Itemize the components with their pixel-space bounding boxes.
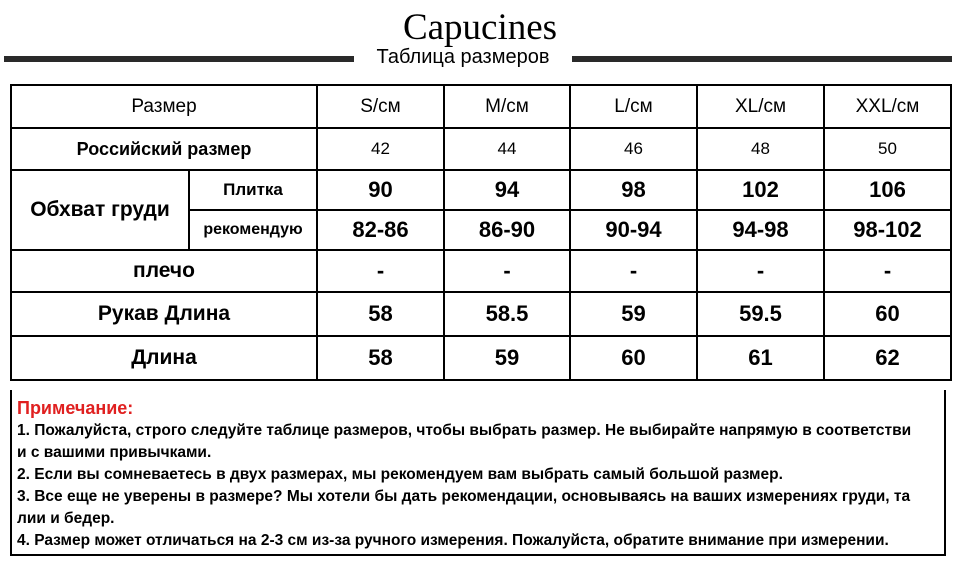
- table-row: [11, 85, 951, 128]
- recommend-value-cell: 86-90: [444, 210, 570, 250]
- size-header-cell: L/см: [570, 85, 697, 128]
- subtitle-row: [0, 46, 960, 68]
- table-row: [11, 128, 951, 170]
- length-value-cell: 59: [444, 336, 570, 380]
- size-header-cell: S/см: [317, 85, 444, 128]
- divider-right: [572, 56, 952, 62]
- flat-value-cell: 106: [824, 170, 951, 210]
- note-line: 4. Размер может отличаться на 2-3 см из-за ручного измерения. Пожалуйста, обратите внимание при измерении.: [17, 532, 889, 549]
- length-value-cell: 61: [697, 336, 824, 380]
- sleeve-value-cell: 59.5: [697, 292, 824, 336]
- divider-left: [4, 56, 354, 62]
- note-line: 2. Если вы сомневаетесь в двух размерах, мы рекомендуем вам выбрать самый большой размер.: [17, 466, 783, 483]
- length-value-cell: 62: [824, 336, 951, 380]
- size-header-label: Размер: [11, 85, 317, 128]
- note-line: и с вашими привычками.: [17, 444, 212, 461]
- page-subtitle: Таблица размеров: [376, 46, 550, 68]
- size-header-cell: M/см: [444, 85, 570, 128]
- shoulder-label: плечо: [11, 250, 317, 292]
- russian-size-cell: 42: [317, 128, 444, 170]
- note-line: 1. Пожалуйста, строго следуйте таблице размеров, чтобы выбрать размер. Не выбирайте напрямую в соответстви: [17, 422, 912, 439]
- note-line: лии и бедер.: [17, 510, 115, 527]
- sleeve-value-cell: 58.5: [444, 292, 570, 336]
- size-header-cell: XXL/см: [824, 85, 951, 128]
- russian-size-label: Российский размер: [11, 128, 317, 170]
- chest-label: Обхват груди: [11, 170, 189, 250]
- recommend-value-cell: 90-94: [570, 210, 697, 250]
- note-line: 3. Все еще не уверены в размере? Мы хотели бы дать рекомендации, основываясь на ваших измерениях груди, та: [17, 488, 911, 505]
- recommend-value-cell: 98-102: [824, 210, 951, 250]
- size-table: [10, 84, 952, 381]
- table-row: [11, 250, 951, 292]
- shoulder-value-cell: -: [697, 250, 824, 292]
- size-header-cell: XL/см: [697, 85, 824, 128]
- notes-box: [10, 390, 946, 556]
- recommend-value-cell: 94-98: [697, 210, 824, 250]
- length-label: Длина: [11, 336, 317, 380]
- shoulder-value-cell: -: [317, 250, 444, 292]
- sleeve-value-cell: 60: [824, 292, 951, 336]
- russian-size-cell: 46: [570, 128, 697, 170]
- length-value-cell: 60: [570, 336, 697, 380]
- table-row: [11, 336, 951, 380]
- shoulder-value-cell: -: [570, 250, 697, 292]
- brand-title: Capucines: [402, 7, 558, 48]
- shoulder-value-cell: -: [824, 250, 951, 292]
- notes-title: Примечание:: [17, 398, 134, 418]
- sleeve-label: Рукав Длина: [11, 292, 317, 336]
- flat-value-cell: 94: [444, 170, 570, 210]
- table-row: [11, 170, 951, 210]
- recommend-value-cell: 82-86: [317, 210, 444, 250]
- sleeve-value-cell: 59: [570, 292, 697, 336]
- russian-size-cell: 48: [697, 128, 824, 170]
- table-row: [11, 292, 951, 336]
- flat-value-cell: 98: [570, 170, 697, 210]
- shoulder-value-cell: -: [444, 250, 570, 292]
- flat-label: Плитка: [189, 170, 317, 210]
- russian-size-cell: 50: [824, 128, 951, 170]
- sleeve-value-cell: 58: [317, 292, 444, 336]
- flat-value-cell: 102: [697, 170, 824, 210]
- recommend-label: рекомендую: [189, 210, 317, 250]
- flat-value-cell: 90: [317, 170, 444, 210]
- russian-size-cell: 44: [444, 128, 570, 170]
- length-value-cell: 58: [317, 336, 444, 380]
